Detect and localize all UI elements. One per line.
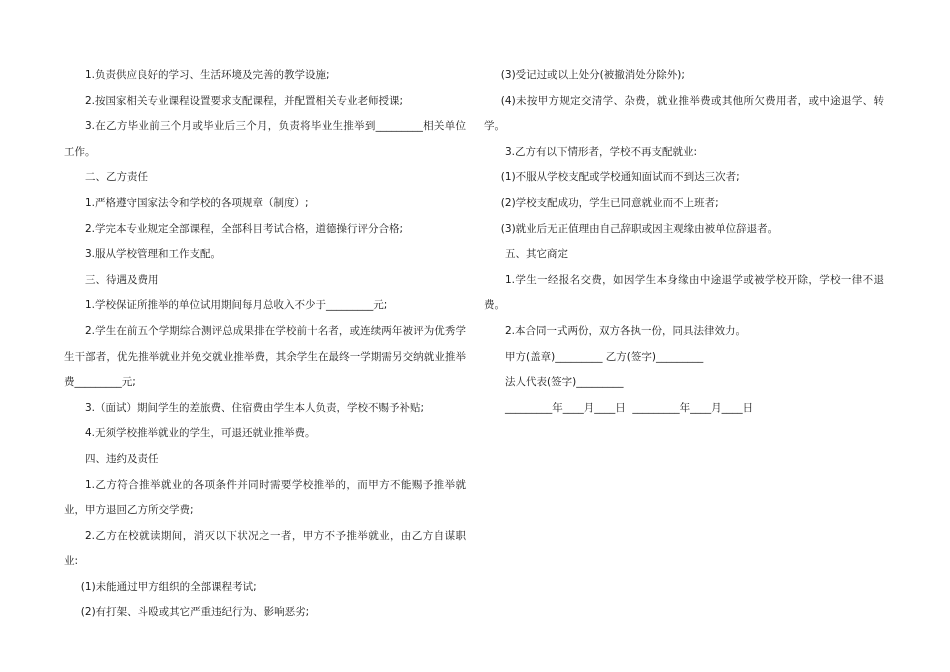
clause-text: 2.按国家相关专业课程设置要求支配课程，并配置相关专业老师授课;	[85, 94, 404, 107]
legal-rep-signature-line: 法人代表(签字)_________	[505, 376, 624, 389]
section-heading: 五、其它商定	[505, 248, 568, 261]
clause-text: 4.无须学校推举就业的学生，可退还就业推举费。	[85, 427, 316, 440]
section-heading: 三、待遇及费用	[85, 273, 159, 286]
sub-clause-text: (4)未按甲方规定交清学、杂费，就业推举费或其他所欠费用者，或中途退学、转学。	[484, 94, 884, 133]
sub-clause-text: (1)未能通过甲方组织的全部课程考试;	[80, 580, 257, 593]
sub-clause-text: (2)有打架、斗殴或其它严重违纪行为、影响恶劣;	[80, 606, 310, 619]
clause-text: 3.（面试）期间学生的差旅费、住宿费由学生本人负责，学校不赐予补贴;	[85, 401, 425, 414]
sub-clause-text: (3)就业后无正值理由自己辞职或因主观缘由被单位辞退者。	[500, 222, 779, 235]
clause-text: 2.学生在前五个学期综合测评总成果排在学校前十名者，或连续两年被评为优秀学生干部者，优先推举就业并免交就业推举费，其余学生在最终一学期需另交纳就业推举费_________元;	[64, 324, 466, 389]
section-heading: 二、乙方责任	[85, 171, 148, 184]
clause-text: 1.负责供应良好的学习、生活环境及完善的教学设施;	[85, 69, 330, 81]
clause-text: 2.本合同一式两份，双方各执一份，同具法律效力。	[505, 324, 747, 337]
sub-clause-text: (3)受记过或以上处分(被撤消处分除外);	[500, 69, 685, 81]
section-heading: 四、违约及责任	[85, 452, 159, 465]
signature-line: 甲方(盖章)_________ 乙方(签字)_________	[505, 350, 704, 363]
clause-text: 1.学生一经报名交费，如因学生本身缘由中途退学或被学校开除，学校一律不退费。	[484, 273, 884, 312]
left-column	[64, 63, 466, 626]
clause-text: 2.乙方在校就读期间，消灭以下状况之一者，甲方不予推举就业，由乙方自谋职业:	[64, 529, 466, 568]
clause-text: 1.严格遵守国家法令和学校的各项规章（制度）;	[85, 196, 309, 209]
sub-clause-text: (2)学校支配成功，学生已同意就业而不上班者;	[500, 196, 719, 209]
clause-text: 2.学完本专业规定全部课程，全部科目考试合格，道德操行评分合格;	[85, 222, 404, 235]
clause-text: 3.在乙方毕业前三个月或毕业后三个月，负责将毕业生推举到_________相关单位工作。	[64, 120, 466, 158]
clause-text: 3.乙方有以下情形者，学校不再支配就业:	[505, 145, 698, 158]
clause-text: 1.学校保证所推举的单位试用期间每月总收入不少于_________元;	[85, 299, 388, 312]
sub-clause-text: (1)不服从学校支配或学校通知面试而不到达三次者;	[500, 171, 740, 184]
clause-text: 3.服从学校管理和工作支配。	[85, 248, 222, 261]
clause-text: 1.乙方符合推举就业的各项条件并同时需要学校推举的，而甲方不能赐予推举就业，甲方退回乙方所交学费;	[64, 478, 466, 517]
right-column	[484, 63, 884, 421]
date-line: _________年____月____日 _________年____月____日	[505, 401, 754, 414]
